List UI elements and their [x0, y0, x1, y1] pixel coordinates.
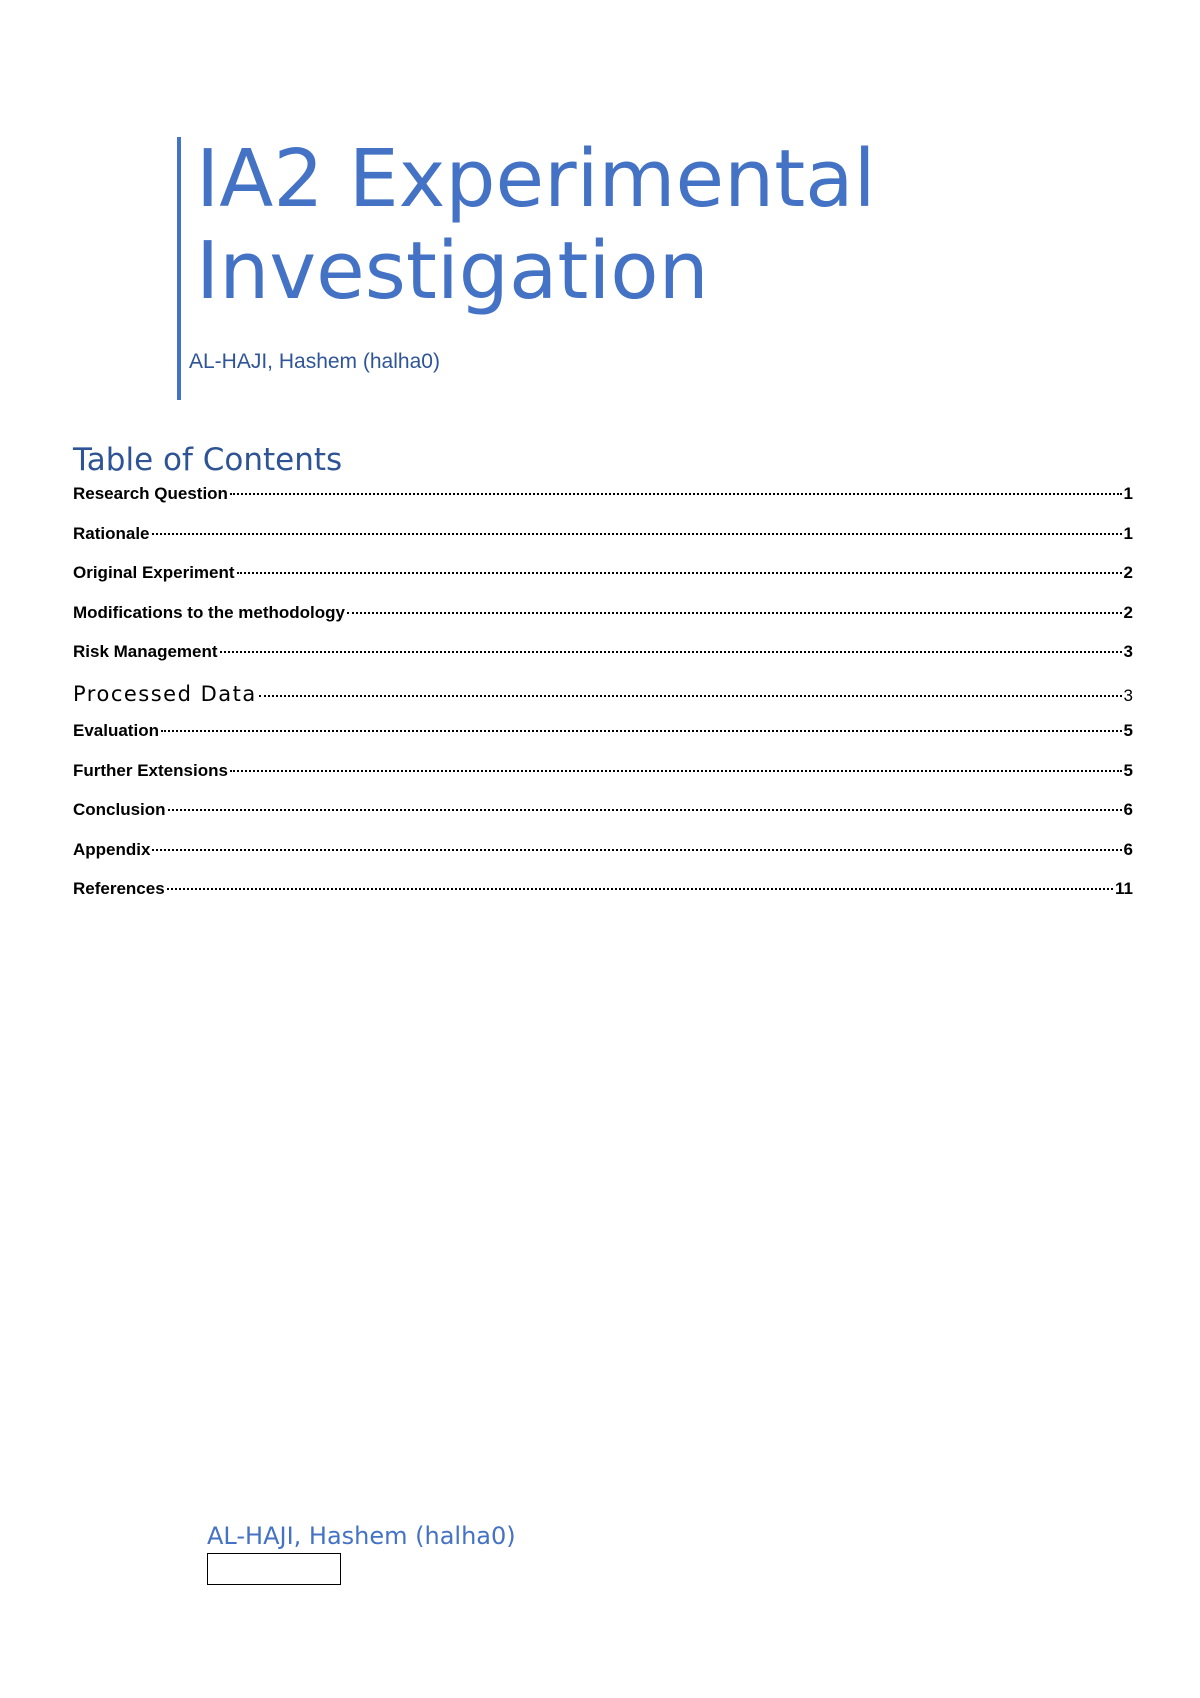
toc-entry-page: 6	[1123, 800, 1133, 819]
toc-entry-references[interactable]	[73, 879, 1133, 919]
toc-dot-leader	[152, 849, 1121, 851]
title-accent-bar	[177, 137, 181, 400]
toc-entry-label: Risk Management	[73, 642, 218, 661]
toc-entry-label: Conclusion	[73, 800, 166, 819]
toc-entry-further-extensions[interactable]	[73, 761, 1133, 801]
document-title: IA2 Experimental Investigation	[196, 133, 876, 317]
toc-entry-page: 3	[1123, 685, 1133, 705]
toc-entry-label: Original Experiment	[73, 563, 235, 582]
toc-entry-label: Evaluation	[73, 721, 159, 740]
toc-entry-page: 5	[1123, 721, 1133, 740]
cover-title-block	[177, 133, 997, 400]
toc-entry-page: 6	[1123, 839, 1133, 859]
toc-dot-leader	[347, 612, 1122, 614]
toc-entry-research-question[interactable]	[73, 484, 1133, 524]
toc-entry-page: 3	[1123, 642, 1133, 661]
toc-entry-label: Appendix	[73, 839, 151, 859]
footer-author: AL-HAJI, Hashem (halha0)	[207, 1522, 516, 1550]
toc-dot-leader	[168, 809, 1122, 811]
toc-entry-page: 2	[1123, 563, 1133, 582]
toc-entry-label: Research Question	[73, 484, 228, 503]
toc-dot-leader	[167, 888, 1113, 890]
toc-entry-label: Modifications to the methodology	[73, 602, 345, 622]
toc-dot-leader	[230, 770, 1122, 772]
toc-entry-risk-management[interactable]	[73, 642, 1133, 682]
toc-entry-processed-data[interactable]	[73, 682, 1133, 722]
toc-entry-page: 1	[1123, 523, 1133, 543]
toc-dot-leader	[152, 533, 1122, 535]
toc-entry-page: 11	[1115, 879, 1133, 898]
toc-entry-appendix[interactable]	[73, 840, 1133, 880]
toc-entry-page: 1	[1123, 484, 1133, 503]
toc-entry-evaluation[interactable]	[73, 721, 1133, 761]
toc-entry-modifications[interactable]	[73, 603, 1133, 643]
toc-dot-leader	[230, 493, 1122, 495]
toc-entry-conclusion[interactable]	[73, 800, 1133, 840]
toc-entry-original-experiment[interactable]	[73, 563, 1133, 603]
toc-dot-leader	[161, 730, 1122, 732]
toc-heading: Table of Contents	[73, 442, 343, 478]
toc-dot-leader	[237, 572, 1122, 574]
toc-dot-leader	[259, 695, 1122, 697]
toc-entry-label: Processed Data	[73, 681, 257, 706]
toc-entry-rationale[interactable]	[73, 524, 1133, 564]
toc-entry-label: Rationale	[73, 523, 150, 543]
toc-entry-page: 5	[1123, 760, 1133, 780]
toc-entry-label: References	[73, 879, 165, 898]
footer-empty-box	[207, 1553, 341, 1585]
cover-author: AL-HAJI, Hashem (halha0)	[189, 350, 440, 373]
toc-entry-label: Further Extensions	[73, 760, 228, 780]
toc-entry-page: 2	[1123, 602, 1133, 622]
toc-dot-leader	[220, 651, 1122, 653]
table-of-contents	[73, 484, 1133, 919]
